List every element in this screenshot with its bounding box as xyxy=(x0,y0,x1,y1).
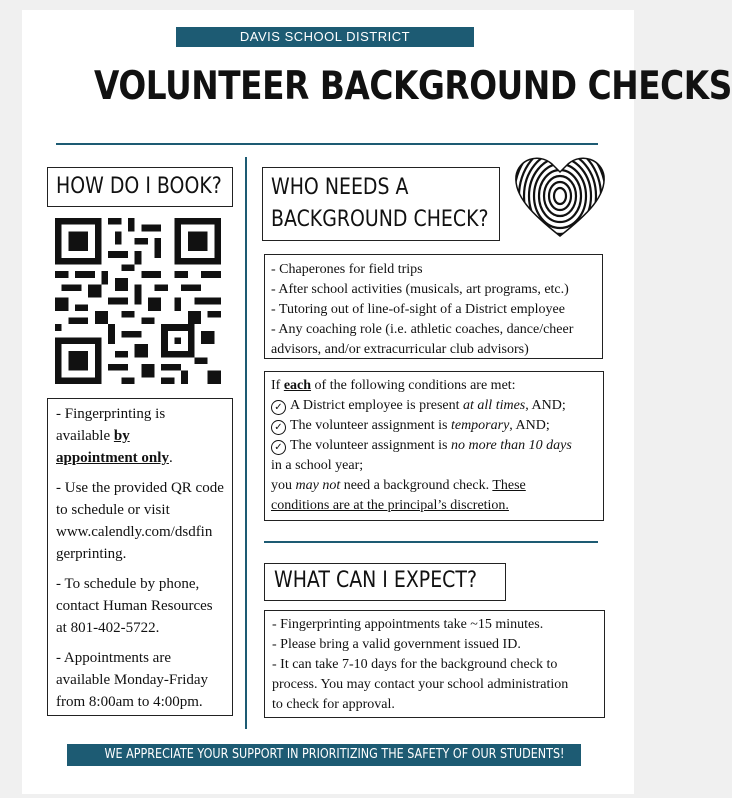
condition-item: ✓ The volunteer assignment is no more than 10 days xyxy=(271,436,597,456)
list-item: advisors, and/or extracurricular club advisors) xyxy=(271,342,529,357)
condition-item: ✓ The volunteer assignment is temporary, AND; xyxy=(271,416,597,436)
how-to-book-heading-box xyxy=(47,167,233,207)
list-item: - After school activities (musicals, art programs, etc.) xyxy=(271,282,569,297)
expect-list xyxy=(264,610,605,718)
expect-heading: WHAT CAN I EXPECT? xyxy=(274,568,477,593)
check-circle-icon: ✓ xyxy=(271,420,286,435)
qr-code-icon[interactable] xyxy=(55,218,221,384)
who-needs-list xyxy=(264,254,603,359)
title-divider xyxy=(56,143,598,145)
list-item: - Use the provided QR code to schedule or visit www.calendly.com/dsdfin gerprinting. xyxy=(56,480,224,562)
condition-text: in a school year; xyxy=(271,458,364,473)
condition-text: conditions are at the principal’s discretion. xyxy=(271,498,509,513)
list-item: - Please bring a valid government issued ID. xyxy=(272,637,521,652)
page-title: VOLUNTEER BACKGROUND CHECKS xyxy=(94,64,732,109)
list-item: - Appointments are available Monday-Friday from 8:00am to 4:00pm. xyxy=(56,650,209,710)
list-item: - Any coaching role (i.e. athletic coaches, dance/cheer xyxy=(271,322,574,337)
list-item: - Tutoring out of line-of-sight of a District employee xyxy=(271,302,565,317)
list-item: to check for approval. xyxy=(272,697,395,712)
how-to-book-details xyxy=(47,398,233,716)
list-item: - Chaperones for field trips xyxy=(271,262,423,277)
how-to-book-heading: HOW DO I BOOK? xyxy=(56,174,222,199)
who-needs-heading-line2: BACKGROUND CHECK? xyxy=(271,207,489,232)
list-item: - To schedule by phone, contact Human Resources at 801-402-5722. xyxy=(56,576,213,636)
conditions-intro: If each of the following conditions are met: xyxy=(271,378,516,393)
check-circle-icon: ✓ xyxy=(271,400,286,415)
who-needs-heading-line1: WHO NEEDS A xyxy=(271,175,409,200)
conditions-box xyxy=(264,371,604,521)
footer-banner: WE APPRECIATE YOUR SUPPORT IN PRIORITIZING THE SAFETY OF OUR STUDENTS! xyxy=(67,744,581,766)
who-needs-heading-box xyxy=(262,167,500,241)
list-item: - It can take 7-10 days for the background check to xyxy=(272,657,558,672)
section-divider xyxy=(264,541,598,543)
fingerprint-heart-icon xyxy=(512,152,608,240)
check-circle-icon: ✓ xyxy=(271,440,286,455)
condition-item: ✓ A District employee is present at all times, AND; xyxy=(271,396,597,416)
expect-heading-box xyxy=(264,563,506,601)
list-item: process. You may contact your school administration xyxy=(272,677,569,692)
condition-text: you may not need a background check. These xyxy=(271,478,526,493)
list-item: - Fingerprinting is available by appointment only. xyxy=(56,406,173,466)
district-banner: DAVIS SCHOOL DISTRICT xyxy=(176,27,474,47)
list-item: - Fingerprinting appointments take ~15 minutes. xyxy=(272,617,544,632)
